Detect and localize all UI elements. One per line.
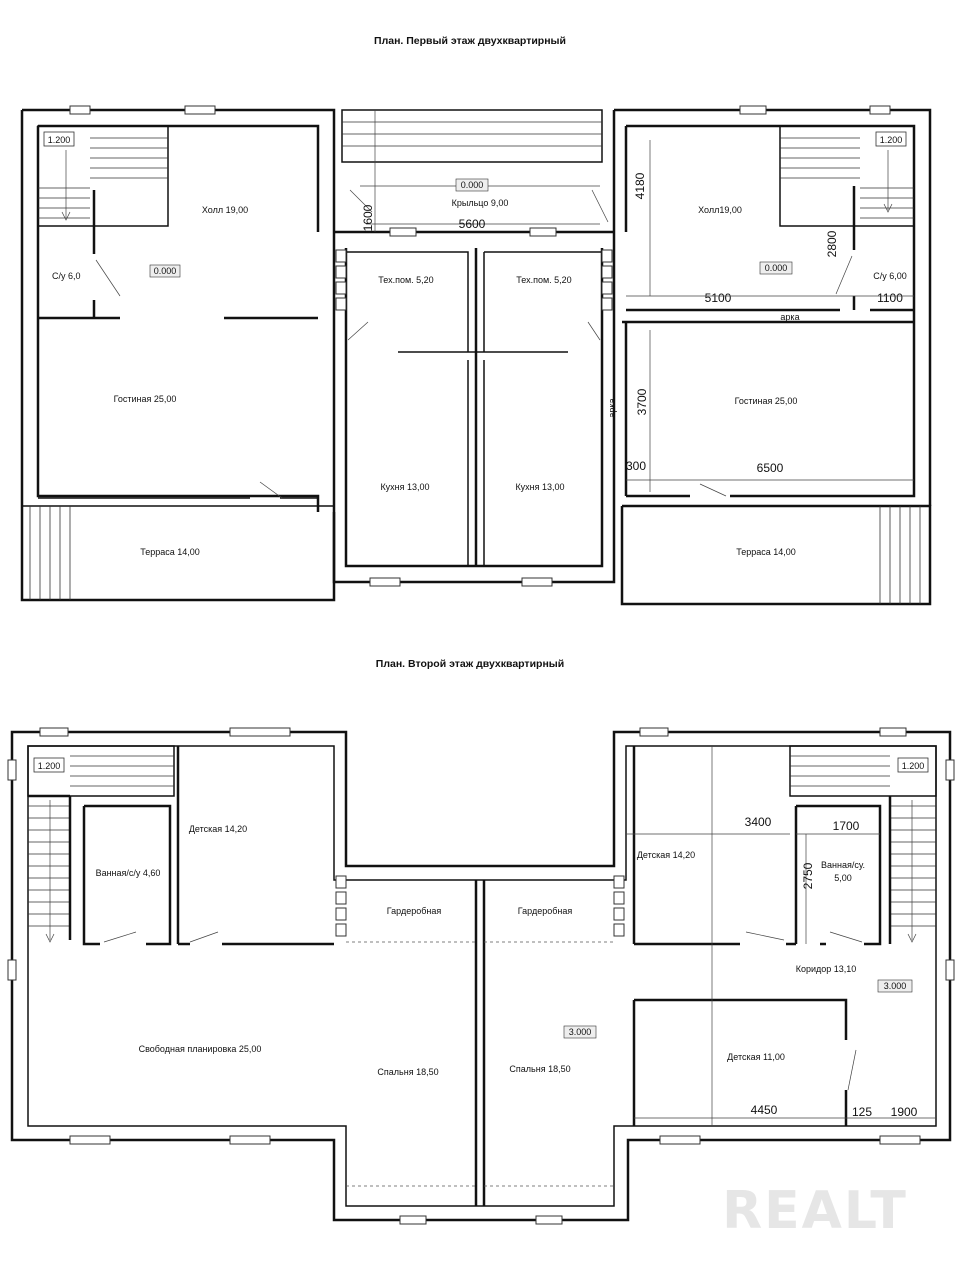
floor2-room-corridor: Коридор 13,10 bbox=[795, 964, 857, 974]
floor1-room-kitchen-left: Кухня 13,00 bbox=[380, 482, 430, 492]
floor2-room-bath-right-line2: 5,00 bbox=[834, 873, 852, 883]
floor1-central-walls bbox=[334, 232, 614, 586]
floor2-room-bedroom-left: Спальня 18,50 bbox=[377, 1067, 439, 1077]
floor2-title: План. Второй этаж двухквартирный bbox=[375, 658, 565, 670]
floor1-dim-5600: 5600 bbox=[458, 217, 486, 231]
floor1-room-wc-right: С/у 6,00 bbox=[873, 271, 907, 281]
floor1-room-terrace-left: Терраса 14,00 bbox=[140, 547, 200, 557]
floor1-right-walls bbox=[614, 106, 930, 506]
floor1-dim-4180: 4180 bbox=[633, 172, 647, 200]
floor1-level-porch: 0.000 bbox=[460, 180, 484, 190]
floor2-central-walls bbox=[336, 876, 624, 1206]
floor1-stair-left bbox=[38, 126, 168, 226]
floor1-title: План. Первый этаж двухквартирный bbox=[374, 35, 566, 47]
watermark-logo: REALT bbox=[722, 1181, 908, 1241]
floor1-left-walls bbox=[22, 106, 334, 600]
floor2-level-stair-right: 1.200 bbox=[901, 761, 925, 771]
floor2-room-kids-right: Детская 14,20 bbox=[636, 850, 696, 860]
floor2-stair-left bbox=[28, 746, 174, 942]
floor1-room-kitchen-right: Кухня 13,00 bbox=[515, 482, 565, 492]
floor1-level-hall-left: 0.000 bbox=[153, 266, 177, 276]
floor1-dim-300: 300 bbox=[625, 459, 647, 473]
floor1-level-stair-left: 1.200 bbox=[47, 135, 71, 145]
floor1-dim-6500: 6500 bbox=[756, 461, 784, 475]
floor1-dim-2800: 2800 bbox=[825, 230, 839, 258]
floor2-room-free-layout: Свободная планировка 25,00 bbox=[138, 1044, 262, 1054]
floor2-room-wardrobe-left: Гардеробная bbox=[386, 906, 442, 916]
floor2-level-corridor: 3.000 bbox=[883, 981, 907, 991]
floor1-room-hall-right: Холл19,00 bbox=[698, 205, 742, 215]
floor1-plan bbox=[22, 35, 930, 604]
floor1-room-tech-right: Тех.пом. 5,20 bbox=[516, 275, 572, 285]
floor1-room-hall-left: Холл 19,00 bbox=[201, 205, 249, 215]
floor1-level-hall-right: 0.000 bbox=[764, 263, 788, 273]
floor1-room-wc-left: С/у 6,0 bbox=[52, 271, 81, 281]
floor1-dim-1600: 1600 bbox=[361, 204, 375, 232]
floor1-room-terrace-right: Терраса 14,00 bbox=[736, 547, 796, 557]
floor2-room-kids-small: Детская 11,00 bbox=[727, 1052, 785, 1062]
floor1-arch-label-2: арка bbox=[607, 398, 617, 418]
floor2-room-kids-left: Детская 14,20 bbox=[188, 824, 248, 834]
floor2-dim-125: 125 bbox=[851, 1105, 873, 1119]
floor2-room-wardrobe-right: Гардеробная bbox=[517, 906, 573, 916]
floor1-stair-right bbox=[780, 126, 914, 310]
floor2-level-center: 3.000 bbox=[568, 1027, 592, 1037]
floor2-outer-walls bbox=[8, 728, 954, 1224]
floor2-dim-1900: 1900 bbox=[890, 1105, 918, 1119]
floor1-room-porch: Крыльцо 9,00 bbox=[451, 198, 509, 208]
floor2-room-bedroom-right: Спальня 18,50 bbox=[509, 1064, 571, 1074]
floor2-plan bbox=[8, 658, 954, 1224]
floor2-dim-3400: 3400 bbox=[744, 815, 772, 829]
floor1-level-stair-right: 1.200 bbox=[879, 135, 903, 145]
floor1-arch-label-1: арка bbox=[780, 312, 800, 322]
floor2-room-bath-right-line1: Ванная/су. bbox=[821, 860, 865, 870]
floor1-room-tech-left: Тех.пом. 5,20 bbox=[378, 275, 434, 285]
floor2-dim-2750: 2750 bbox=[801, 862, 815, 890]
floor1-dim-1100: 1100 bbox=[877, 291, 903, 305]
floor1-dim-3700: 3700 bbox=[635, 388, 649, 416]
floor2-dim-1700: 1700 bbox=[832, 819, 860, 833]
floor2-dim-4450: 4450 bbox=[750, 1103, 778, 1117]
floor2-stair-right bbox=[790, 746, 936, 944]
floor2-room-bath-left: Ванная/с/у 4,60 bbox=[95, 868, 161, 878]
floor1-left-interior bbox=[38, 190, 318, 498]
floor2-left-interior bbox=[178, 746, 334, 944]
floor1-room-living-left: Гостиная 25,00 bbox=[113, 394, 177, 404]
floor1-room-living-right: Гостиная 25,00 bbox=[734, 396, 798, 406]
floor2-level-stair-left: 1.200 bbox=[37, 761, 61, 771]
floor1-dim-5100: 5100 bbox=[704, 291, 732, 305]
